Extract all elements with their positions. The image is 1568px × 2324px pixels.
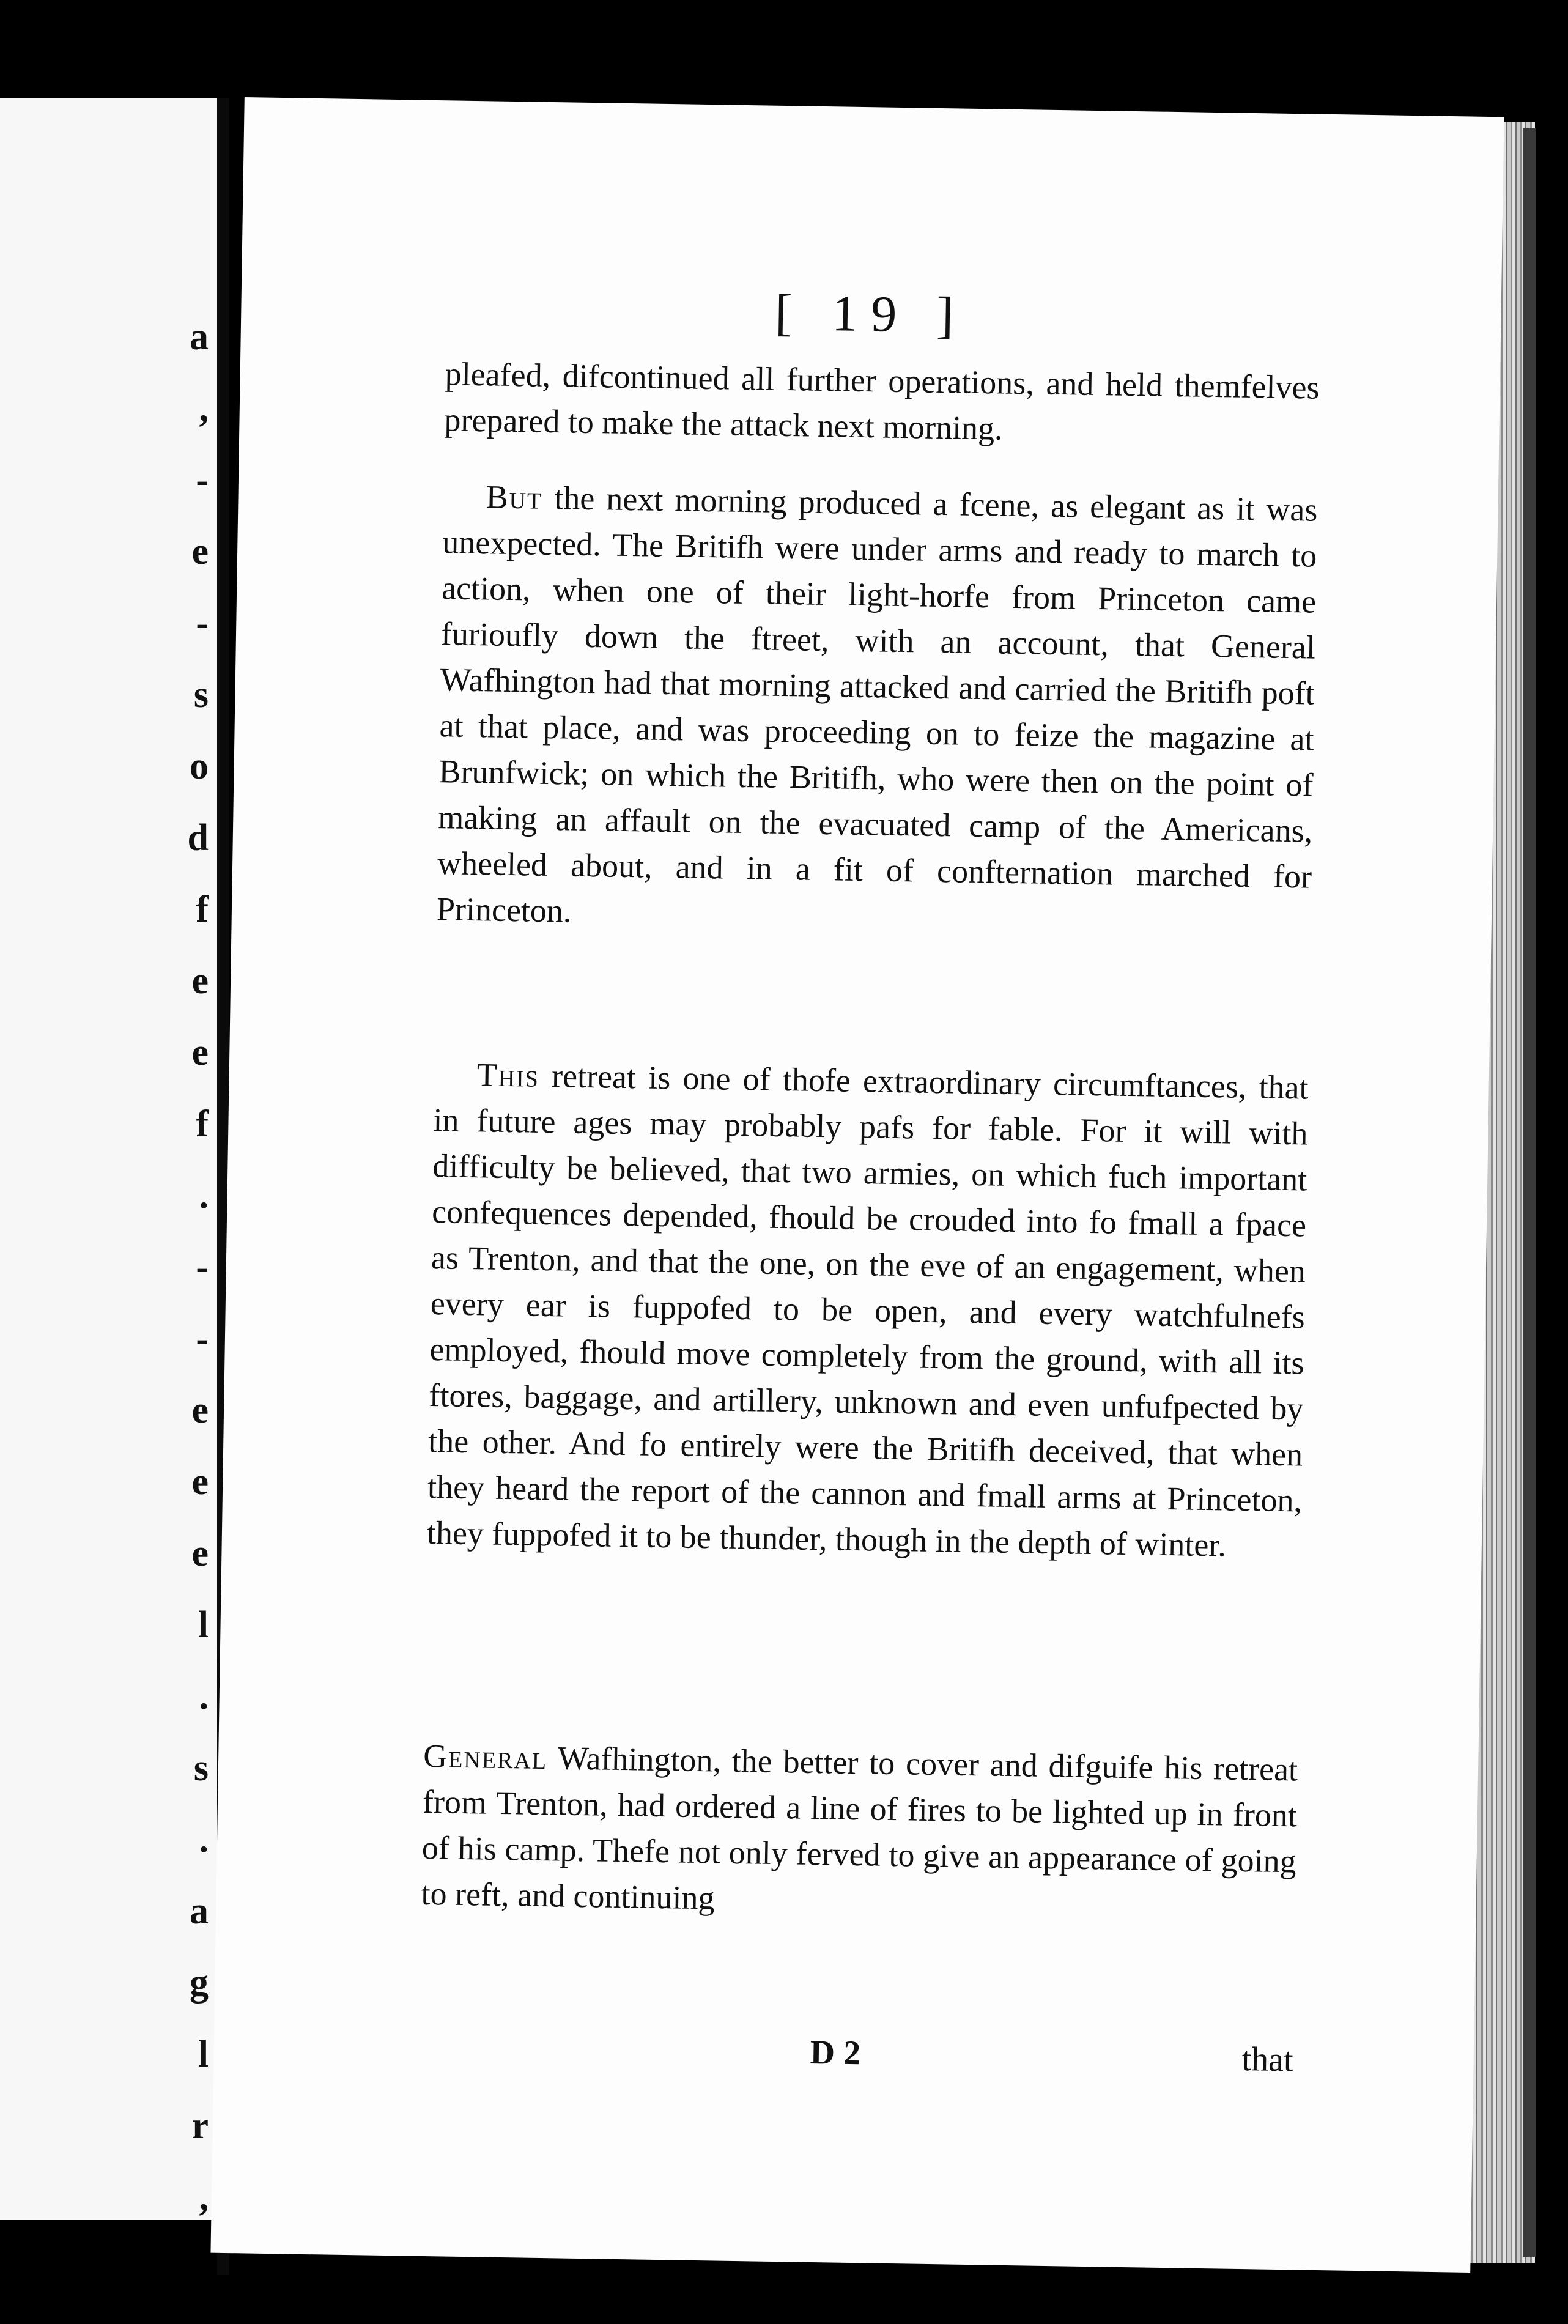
left-page-letter: , [199, 2177, 209, 2218]
left-page-letter: r [191, 2105, 209, 2147]
left-page-letter: s [193, 674, 209, 716]
left-page-letter: - [196, 1318, 209, 1360]
left-page-letter: s [193, 1747, 209, 1789]
main-page [210, 97, 1504, 2273]
left-page-letter: e [191, 960, 209, 1002]
left-page-letter: g [190, 1962, 209, 2004]
left-page-letter: d [187, 817, 209, 859]
left-page-letter: l [198, 2033, 209, 2075]
paragraph-2 [436, 473, 1318, 946]
left-page-letter: e [191, 1461, 209, 1503]
paragraph-4 [421, 1733, 1298, 1930]
paragraph-1-text: pleafed, difcontinued all further operations, and held themfelves prepared to make the attack next morning. [444, 355, 1320, 447]
paragraph-2-lead: But [486, 478, 543, 516]
page-edge-shadow [1523, 128, 1536, 2257]
left-page-margin-letters [184, 98, 209, 2220]
left-page-letter: - [196, 602, 209, 644]
paragraph-4-lead: General [423, 1737, 548, 1777]
left-page-letter: f [196, 1103, 209, 1145]
left-page-letter: - [196, 459, 209, 501]
paragraph-1 [444, 351, 1320, 456]
page-footer [418, 2027, 1293, 2089]
paragraph-3-text: retreat is one of thofe extraordinary circumftances, that in future ages may probably pafs for fable. For it will with difficulty be believed, that two armies, on which fuch important confequences depended, fhould be crouded into fo fmall a fpace as Trenton, and that the one, on the eve of an engagement, when every ear is fuppofed to be open, and every watchfulnefs employed, fhould move completely from the ground, with all its ftores, baggage, and artillery, unknown and even unfufpected by the other. And fo entirely were the Britifh deceived, that when they heard the report of the cannon and fmall arms at Princeton, they fuppofed it to be thunder, though in the depth of winter. [426, 1057, 1309, 1564]
paragraph-2-text: the next morning produced a fcene, as elegant as it was unexpected. The Britifh were under arms and ready to march to action, when one of their light-horfe from Princeton came furioufly down the ftreet, with an account, that General Wafhington had that morning attacked and carried the Britifh poft at that place, and was proceeding on to feize the magazine at Brunfwick; on which the Britifh, who were then on the point of making an affault on the evacuated camp of the Americans, wheeled about, and in a fit of confternation marched for Princeton. [436, 479, 1318, 930]
signature-mark: D 2 [810, 2033, 861, 2073]
left-page-letter: e [191, 1390, 209, 1431]
paragraph-3 [426, 1051, 1309, 1569]
left-page-letter: . [199, 1175, 209, 1216]
page-number: [ 19 ] [774, 284, 968, 344]
left-page-letter: o [190, 746, 209, 787]
left-page-letter: e [191, 1032, 209, 1073]
left-page-letter: . [199, 1676, 209, 1717]
left-page-letter: l [198, 1604, 209, 1646]
left-page-letter: a [190, 316, 209, 358]
left-page-letter: e [191, 531, 209, 572]
left-facing-page [0, 98, 223, 2220]
paragraph-3-lead: This [476, 1056, 540, 1094]
left-page-letter: . [199, 1819, 209, 1860]
left-page-letter: e [191, 1533, 209, 1574]
paragraph-4-text: Wafhington, the better to cover and difguife his retreat from Trenton, had ordered a line of fires to be lighted up in front of his camp. Thefe not only ferved to give an appearance of going to reft, and continuing [421, 1739, 1298, 1917]
left-page-letter: , [199, 388, 209, 429]
left-page-letter: f [196, 889, 209, 930]
left-page-letter: - [196, 1246, 209, 1288]
left-page-letter: a [190, 1890, 209, 1932]
catchword: that [1241, 2040, 1294, 2079]
